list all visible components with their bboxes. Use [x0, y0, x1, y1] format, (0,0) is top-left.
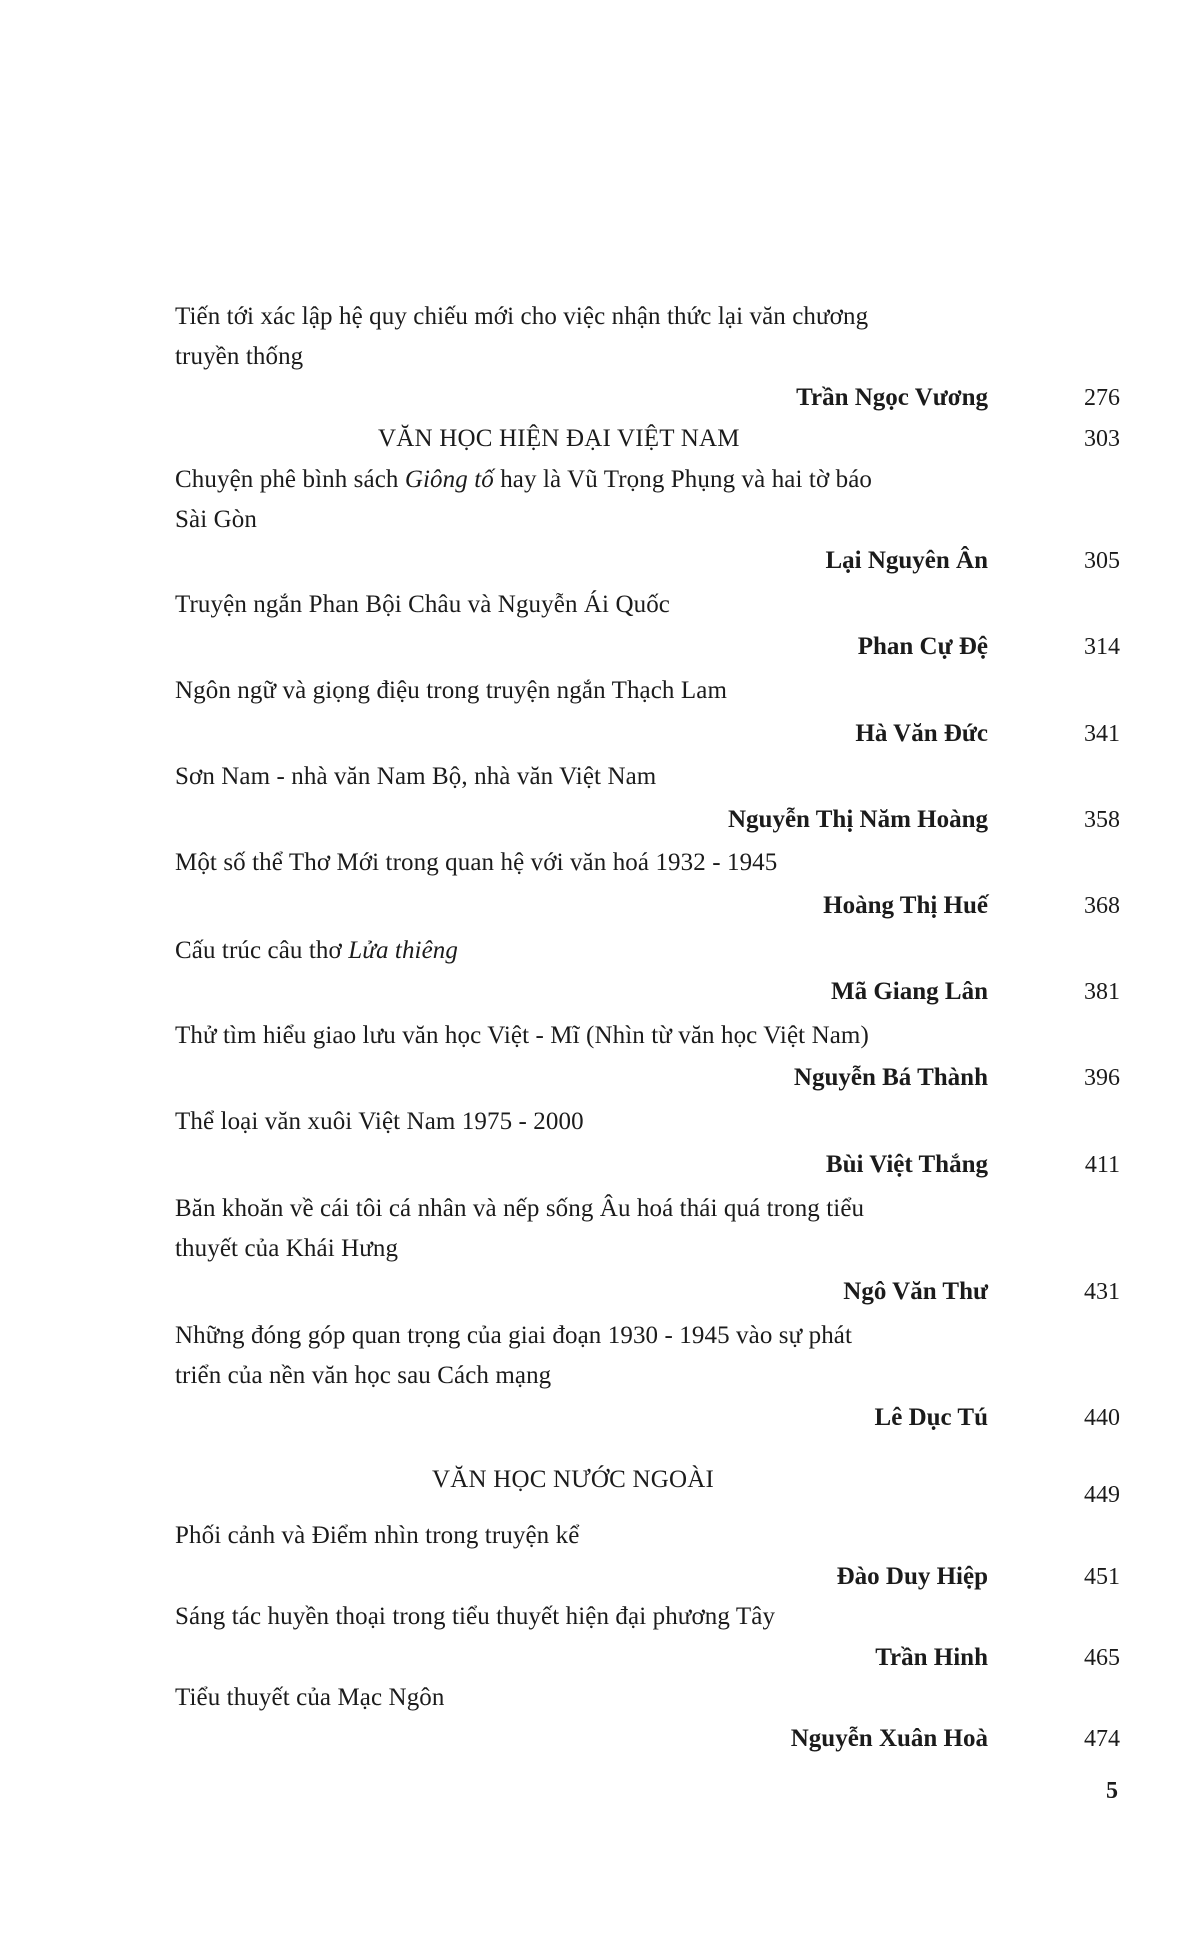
toc-entry-page: 368: [1084, 893, 1120, 919]
toc-entry-title-cont: thuyết của Khái Hưng: [175, 1235, 399, 1262]
toc-entry-title: Chuyện phê bình sách Giông tố hay là Vũ Trọng Phụng và hai tờ báo: [175, 466, 873, 493]
section-page: 303: [1084, 426, 1120, 452]
toc-entry-author: Nguyễn Bá Thành: [793, 1064, 988, 1091]
toc-entry-title: Sáng tác huyền thoại trong tiểu thuyết hiện đại phương Tây: [175, 1603, 776, 1630]
toc-entry-author: Ngô Văn Thư: [843, 1278, 988, 1305]
toc-entry-author: Trần Hinh: [875, 1644, 988, 1671]
toc-entry-page: 451: [1084, 1564, 1120, 1590]
toc-entry-page: 411: [1084, 1152, 1120, 1178]
toc-entry-author: Bùi Việt Thắng: [825, 1151, 988, 1178]
toc-entry-page: 314: [1084, 634, 1120, 660]
toc-entry-page: 305: [1084, 548, 1120, 574]
toc-entry-author: Lại Nguyên Ân: [825, 547, 988, 574]
toc-entry-title-cont: triển của nền văn học sau Cách mạng: [175, 1362, 552, 1389]
toc-entry-author: Hà Văn Đức: [855, 720, 988, 747]
toc-entry-title: Sơn Nam - nhà văn Nam Bộ, nhà văn Việt Nam: [175, 763, 657, 790]
toc-entry-title-cont: Sài Gòn: [175, 506, 257, 533]
toc-entry-title: Băn khoăn về cái tôi cá nhân và nếp sống Âu hoá thái quá trong tiểu: [175, 1195, 865, 1222]
toc-entry-page: 358: [1084, 807, 1120, 833]
toc-entry-author: Nguyễn Thị Năm Hoàng: [727, 806, 988, 833]
toc-entry-title: Những đóng góp quan trọng của giai đoạn 1930 - 1945 vào sự phát: [175, 1322, 853, 1349]
toc-entry-title-cont: truyền thống: [175, 343, 304, 370]
toc-entry-title: Phối cảnh và Điểm nhìn trong truyện kể: [175, 1522, 580, 1549]
toc-entry-page: 341: [1084, 721, 1120, 747]
toc-entry-title: Truyện ngắn Phan Bội Châu và Nguyễn Ái Quốc: [175, 591, 670, 618]
toc-entry-page: 396: [1084, 1065, 1120, 1091]
toc-entry-author: Trần Ngọc Vương: [796, 384, 988, 411]
toc-entry-page: 381: [1084, 979, 1120, 1005]
toc-entry-page: 276: [1084, 385, 1120, 411]
toc-entry-title: Cấu trúc câu thơ Lửa thiêng: [175, 937, 458, 964]
section-heading: VĂN HỌC NƯỚC NGOÀI: [432, 1466, 715, 1493]
toc-entry-page: 431: [1084, 1279, 1120, 1305]
toc-entry-page: 474: [1084, 1726, 1120, 1752]
toc-entry-title: Ngôn ngữ và giọng điệu trong truyện ngắn Thạch Lam: [175, 677, 727, 704]
toc-entry-author: Hoàng Thị Huế: [823, 892, 988, 919]
toc-entry-author: Mã Giang Lân: [831, 978, 988, 1005]
toc-entry-page: 465: [1084, 1645, 1120, 1671]
page-number: 5: [1106, 1778, 1118, 1804]
toc-entry-title: Thử tìm hiểu giao lưu văn học Việt - Mĩ (Nhìn từ văn học Việt Nam): [175, 1022, 869, 1049]
toc-entry-title: Thể loại văn xuôi Việt Nam 1975 - 2000: [175, 1108, 584, 1135]
section-heading: VĂN HỌC HIỆN ĐẠI VIỆT NAM: [378, 425, 740, 452]
section-page: 449: [1084, 1482, 1120, 1508]
toc-entry-author: Lê Dục Tú: [874, 1404, 988, 1431]
toc-entry-author: Phan Cự Đệ: [857, 633, 988, 660]
toc-entry-page: 440: [1084, 1405, 1120, 1431]
toc-entry-title: Tiến tới xác lập hệ quy chiếu mới cho việc nhận thức lại văn chương: [175, 303, 869, 330]
toc-entry-author: Đào Duy Hiệp: [836, 1563, 988, 1590]
toc-entry-author: Nguyễn Xuân Hoà: [790, 1725, 988, 1752]
toc-entry-title: Một số thể Thơ Mới trong quan hệ với văn hoá 1932 - 1945: [175, 849, 778, 876]
toc-entry-title: Tiểu thuyết của Mạc Ngôn: [175, 1684, 445, 1711]
